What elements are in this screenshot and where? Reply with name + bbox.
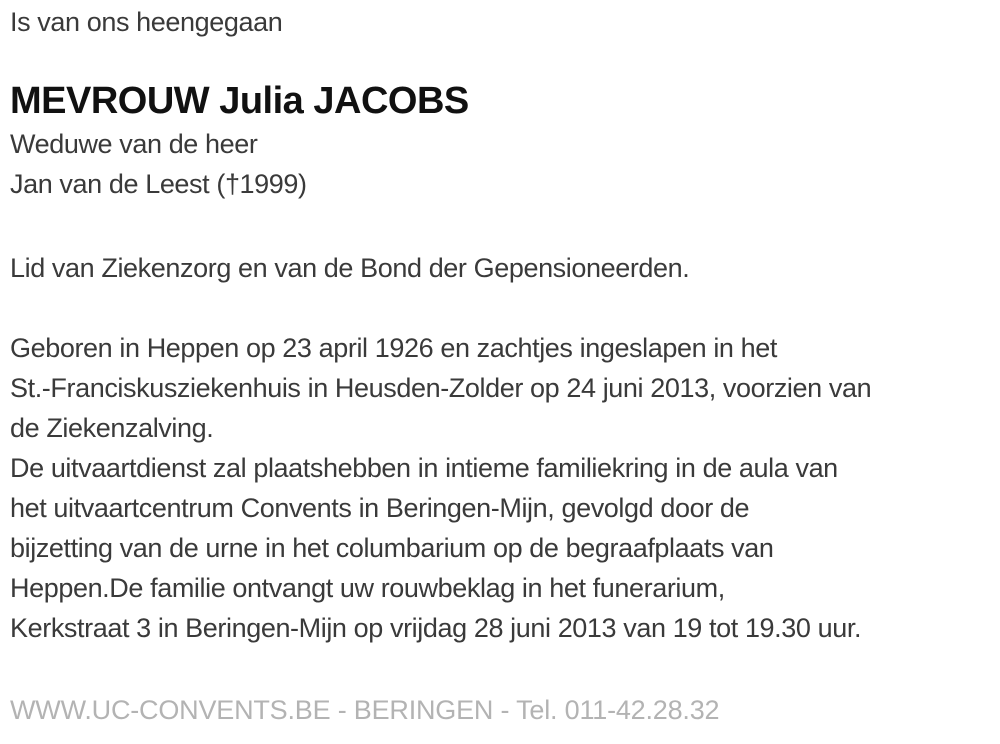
relation-line-spouse: Jan van de Leest (†1999) [10, 169, 307, 199]
membership-line: Lid van Ziekenzorg en van de Bond der Gepensioneerden. [10, 253, 690, 283]
relation-line-widow: Weduwe van de heer [10, 129, 258, 159]
body-line: Geboren in Heppen op 23 april 1926 en zachtjes ingeslapen in het [10, 333, 777, 363]
intro-line: Is van ons heengegaan [10, 7, 283, 37]
body-line: Kerkstraat 3 in Beringen-Mijn op vrijdag 28 juni 2013 van 19 tot 19.30 uur. [10, 613, 862, 643]
footer-funeral-home-contact: WWW.UC-CONVENTS.BE - BERINGEN - Tel. 011-42.28.32 [10, 695, 720, 725]
body-paragraphs [10, 328, 1000, 648]
body-line: De uitvaartdienst zal plaatshebben in intieme familiekring in de aula van [10, 453, 838, 483]
body-line: het uitvaartcentrum Convents in Beringen-Mijn, gevolgd door de [10, 493, 750, 523]
body-line: bijzetting van de urne in het columbarium op de begraafplaats van [10, 533, 774, 563]
body-line: Heppen.De familie ontvangt uw rouwbeklag in het funerarium, [10, 573, 725, 603]
body-line: de Ziekenzalving. [10, 413, 214, 443]
body-line: St.-Franciskusziekenhuis in Heusden-Zolder op 24 juni 2013, voorzien van [10, 373, 872, 403]
page-title-deceased-name: MEVROUW Julia JACOBS [10, 80, 469, 122]
